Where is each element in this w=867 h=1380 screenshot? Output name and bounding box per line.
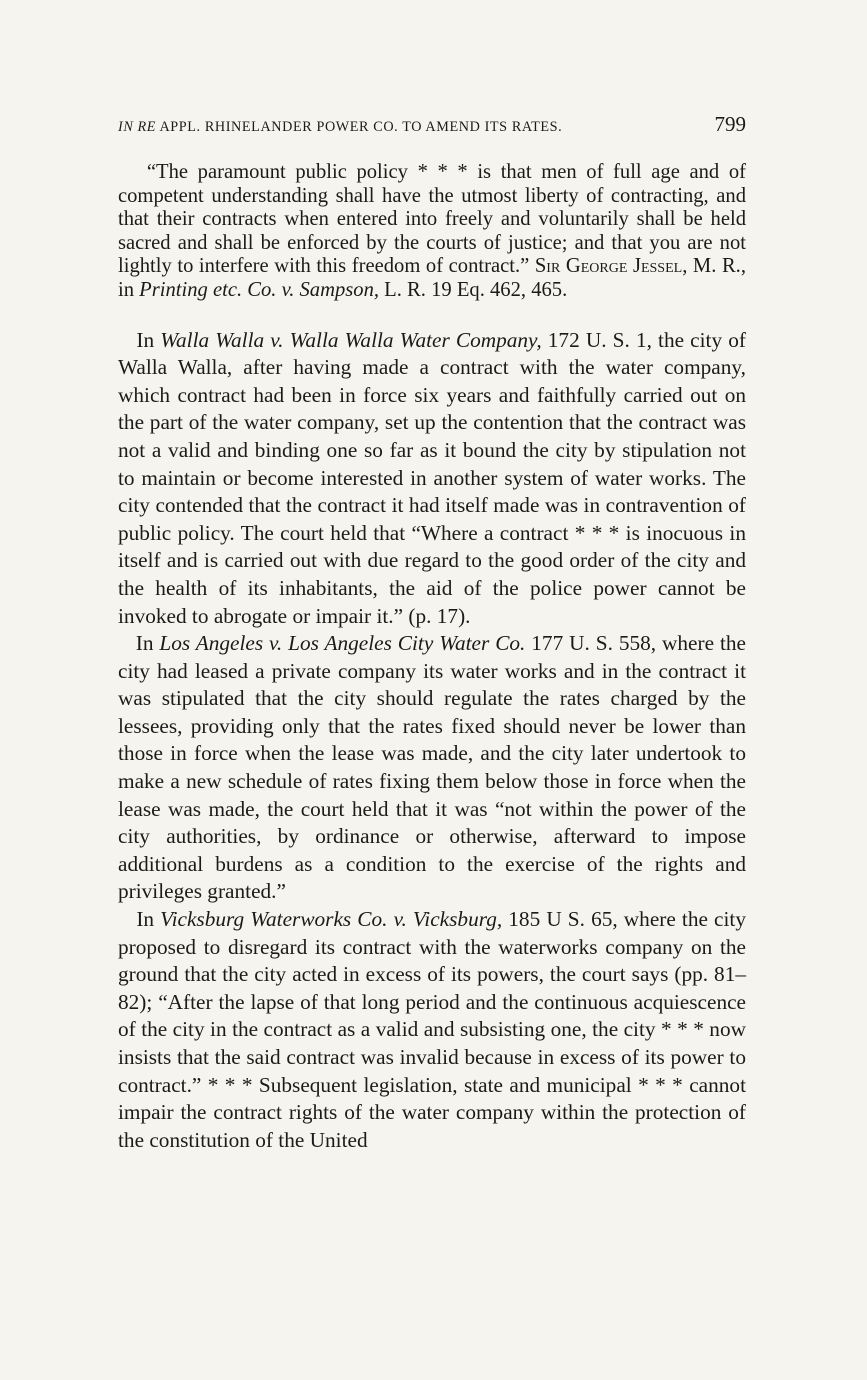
paragraph-case-name: Los Angeles v. Los Angeles City Water Co. (159, 631, 526, 656)
quote-text: “The paramount public policy * * * is that men of full age and of competent understanding shall have the utmost liberty of contracting, and that their contracts when entered into freely and voluntarily shall be held sacred and shall be enforced by the courts of justice; and that you are not lightly to interfere with this freedom of contract.” (118, 161, 747, 278)
running-head-case-prefix: IN RE (118, 119, 157, 135)
paragraph-vicksburg (118, 906, 746, 1154)
quote-attribution-rest: , M. R., in (118, 255, 746, 301)
quote-case-name: Printing etc. Co. v. Sampson, (139, 278, 380, 301)
paragraph-walla-walla (118, 327, 746, 631)
paragraph-lead: In (136, 327, 161, 352)
running-head-title-rest: APPL. RHINELANDER POWER CO. TO AMEND ITS RATES. (156, 119, 563, 135)
running-head (118, 112, 746, 137)
page-number: 799 (714, 112, 746, 136)
paragraph-body: 185 U S. 65, where the city proposed to disregard its contract with the waterworks company on the ground that the city acted in excess of its powers, the court says (pp. 81–82); “After the lapse of that long period and the continuous acquiescence of the city in the contract as a valid and subsisting one, the city * * * now insists that the said contract was invalid because in excess of its power to contract.” * * * Subsequent legislation, state and municipal * * * cannot impair the contract rights of the water company within the protection of the constitution of the United (118, 907, 746, 1152)
paragraph-los-angeles (118, 630, 746, 906)
running-head-title (118, 119, 562, 136)
quoted-passage (118, 161, 746, 303)
quote-attribution-name: Sir George Jessel (534, 255, 683, 278)
paragraph-lead: In (136, 907, 161, 932)
paragraph-body: 172 U. S. 1, the city of Walla Walla, after having made a contract with the water company, which contract had been in force six years and faithfully carried out on the part of the water company, set up the contention that the contract was not a valid and binding one so far as it bound the city by stipulation not to maintain or become interested in another system of water works. The city contended that the contract it had itself made was in contravention of public policy. The court held that “Where a contract * * * is inocuous in itself and is carried out with due regard to the good order of the city and the health of its inhabitants, the aid of the police power cannot be invoked to abrogate or impair it.” (p. 17). (118, 327, 746, 628)
quote-citation: L. R. 19 Eq. 462, 465. (379, 278, 568, 301)
paragraph-case-name: Walla Walla v. Walla Walla Water Company, (160, 327, 542, 352)
paragraph-case-name: Vicksburg Waterworks Co. v. Vicksburg, (160, 907, 503, 932)
paragraph-lead: In (135, 631, 160, 656)
paragraph-body: 177 U. S. 558, where the city had leased a private company its water works and in the contract it was stipulated that the city should regulate the rates charged by the lessees, providing only that the rates fixed should never be lower than those in force when the lease was made, and the city later undertook to make a new schedule of rates fixing them below those in force when the lease was made, the court held that it was “not within the power of the city authorities, by ordinance or otherwise, afterward to impose additional burdens as a condition to the exercise of the rights and privileges granted.” (118, 631, 746, 904)
document-page (118, 112, 746, 1154)
